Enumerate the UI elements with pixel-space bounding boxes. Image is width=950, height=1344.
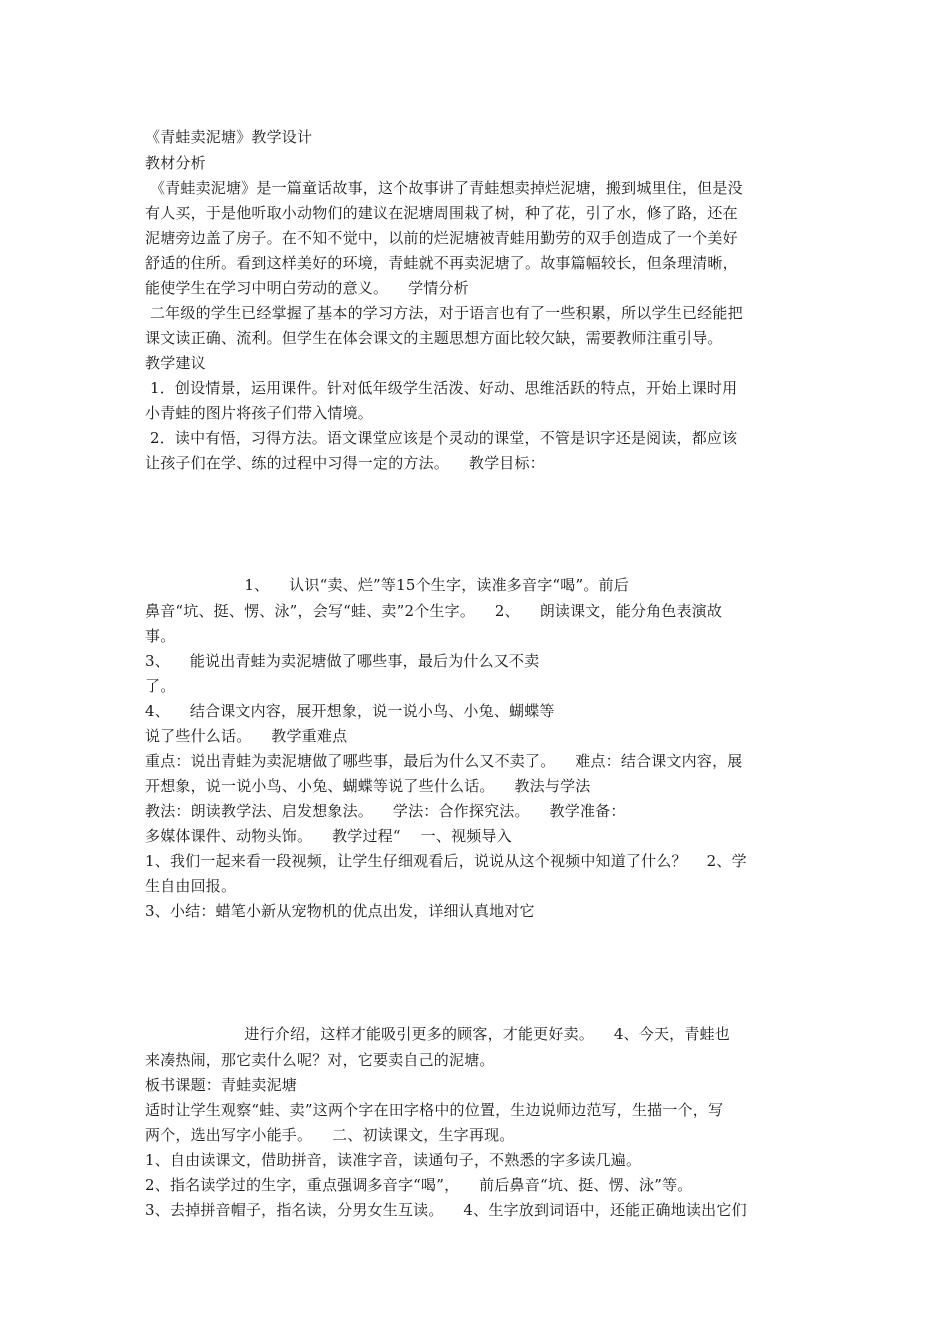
text-line: 多媒体课件、动物头饰。 教学过程“ 一、视频导入	[145, 827, 512, 845]
text-line: 1、 认识“卖、烂”等15个生字，读准多音字“喝”。前后	[145, 576, 629, 594]
doc-title: 《青蛙卖泥塘》教学设计	[145, 128, 313, 146]
text-line: 4、 结合课文内容，展开想象，说一说小鸟、小兔、蝴蝶等	[145, 702, 555, 720]
text-line: 1．创设情景，运用课件。针对低年级学生活泼、好动、思维活跃的特点，开始上课时用	[145, 379, 738, 397]
text-line: 小青蛙的图片将孩子们带入情境。	[145, 404, 374, 422]
text-line: 3、小结：蜡笔小新从宠物机的优点出发，详细认真地对它	[145, 902, 535, 920]
text-line: 生自由回报。	[145, 877, 237, 895]
text-line: 泥塘旁边盖了房子。在不知不觉中，以前的烂泥塘被青蛙用勤劳的双手创造成了一个美好	[145, 229, 738, 247]
text-line: 鼻音“坑、挺、愣、泳”，会写“蛙、卖”2个生字。 2、 朗读课文，能分角色表演故	[145, 602, 723, 620]
text-line: 板书课题：青蛙卖泥塘	[145, 1076, 298, 1094]
text-line: 1、自由读课文，借助拼音，读准字音，读通句子，不熟悉的字多读几遍。	[145, 1151, 642, 1169]
text-line: 2、指名读学过的生字，重点强调多音字“喝”， 前后鼻音“坑、挺、愣、泳”等。	[145, 1176, 693, 1194]
text-line: 进行介绍，这样才能吸引更多的顾客，才能更好卖。 4、今天，青蛙也	[145, 1025, 730, 1043]
text-line: 二年级的学生已经掌握了基本的学习方法，对于语言也有了一些积累，所以学生已经能把	[145, 304, 743, 322]
text-line: 说了些什么话。 教学重难点	[145, 727, 348, 745]
section-heading: 教材分析	[145, 154, 206, 172]
text-line: 重点：说出青蛙为卖泥塘做了哪些事，最后为什么又不卖了。 难点：结合课文内容，展	[145, 752, 743, 770]
text-line: 来凑热闹，那它卖什么呢？对，它要卖自己的泥塘。	[145, 1051, 495, 1069]
text-line: 能使学生在学习中明白劳动的意义。 学情分析	[145, 279, 469, 297]
text-line: 舒适的住所。看到这样美好的环境，青蛙就不再卖泥塘了。故事篇幅较长，但条理清晰，	[145, 254, 738, 272]
text-line: 了。	[145, 677, 176, 695]
text-line: 课文读正确、流利。但学生在体会课文的主题思想方面比较欠缺，需要教师注重引导。	[145, 329, 723, 347]
text-line: 3、 能说出青蛙为卖泥塘做了哪些事，最后为什么又不卖	[145, 652, 540, 670]
section-heading: 教学建议	[145, 354, 206, 372]
text-line: 《青蛙卖泥塘》是一篇童话故事，这个故事讲了青蛙想卖掉烂泥塘，搬到城里住，但是没	[145, 179, 743, 197]
text-line: 开想象，说一说小鸟、小兔、蝴蝶等说了些什么话。 教法与学法	[145, 777, 591, 795]
text-line: 1、我们一起来看一段视频，让学生仔细观看后，说说从这个视频中知道了什么？ 2、学	[145, 852, 747, 870]
text-line: 教法：朗读教学法、启发想象法。 学法：合作探究法。 教学准备：	[145, 802, 626, 820]
text-line: 3、去掉拼音帽子，指名读，分男女生互读。 4、生字放到词语中，还能正确地读出它们	[145, 1201, 747, 1219]
text-line: 让孩子们在学、练的过程中习得一定的方法。 教学目标：	[145, 454, 545, 472]
text-line: 2．读中有悟，习得方法。语文课堂应该是个灵动的课堂，不管是识字还是阅读，都应该	[145, 429, 738, 447]
text-line: 事。	[145, 627, 176, 645]
text-line: 两个，选出写字小能手。 二、初读课文，生字再现。	[145, 1126, 515, 1144]
text-line: 有人买，于是他听取小动物们的建议在泥塘周围栽了树，种了花，引了水，修了路，还在	[145, 204, 738, 222]
text-line: 适时让学生观察“蛙、卖”这两个字在田字格中的位置，生边说师边范写，生描一个，写	[145, 1101, 724, 1119]
